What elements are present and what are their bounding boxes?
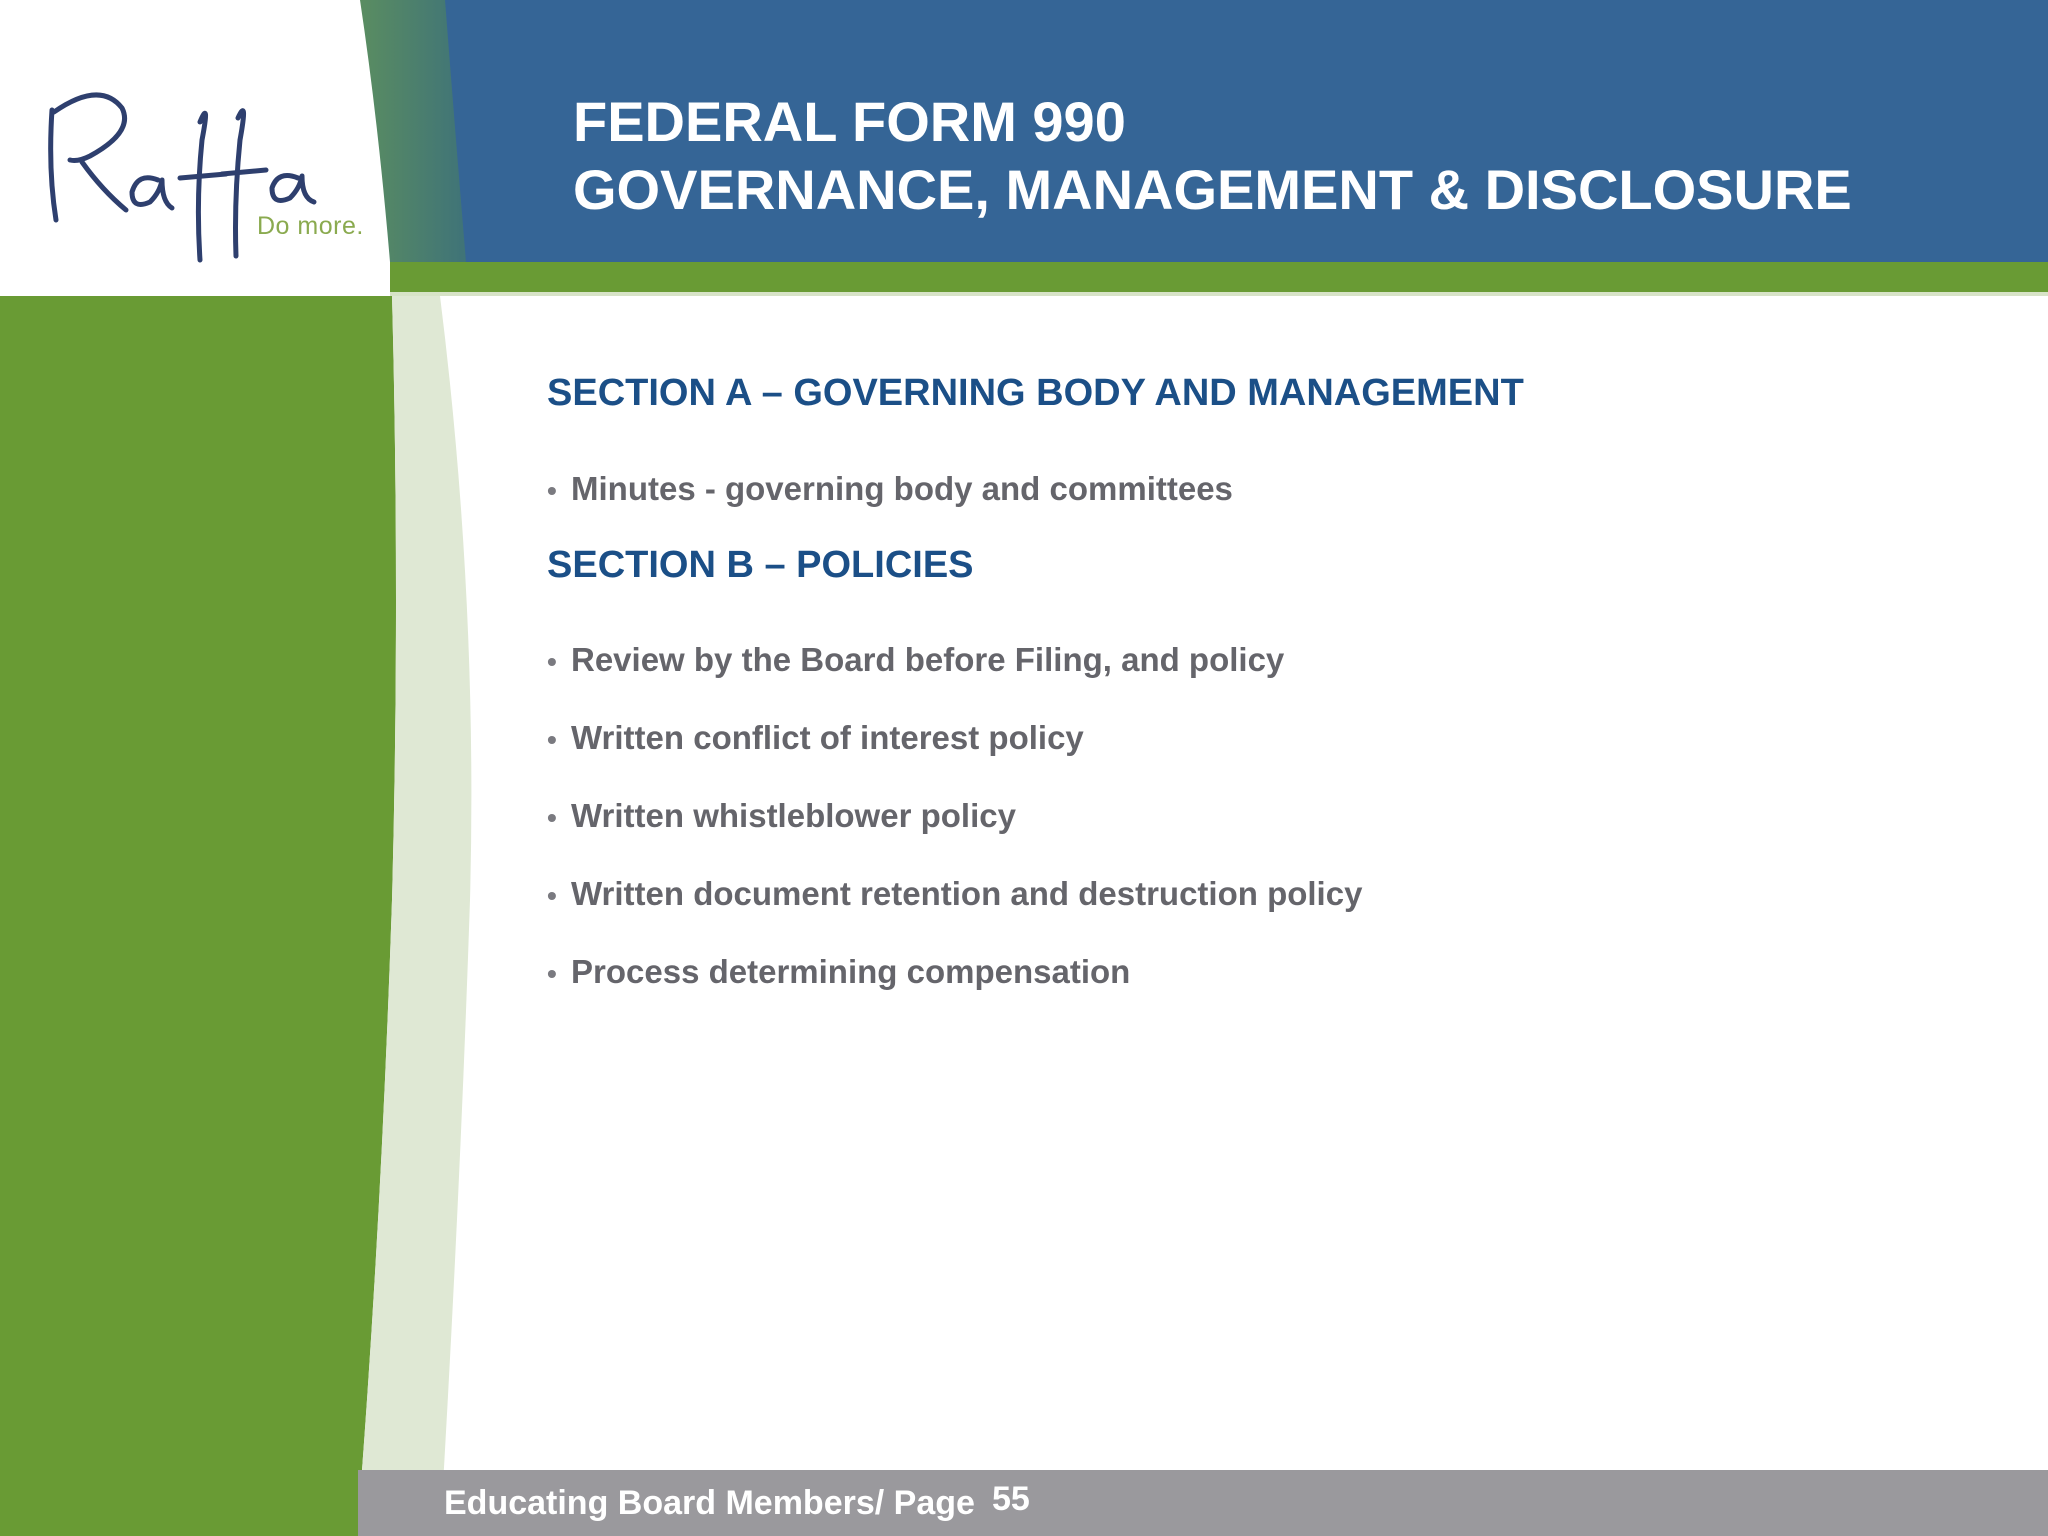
bullet-dot-icon: • bbox=[547, 646, 557, 677]
bullet-item bbox=[547, 641, 1284, 679]
bullet-dot-icon: • bbox=[547, 958, 557, 989]
bullet-item bbox=[547, 797, 1016, 835]
bullet-item bbox=[547, 470, 1233, 508]
bullet-item bbox=[547, 953, 1130, 991]
bullet-text: Minutes - governing body and committees bbox=[571, 470, 1233, 507]
bullet-text: Review by the Board before Filing, and policy bbox=[571, 641, 1285, 678]
raffa-logo bbox=[30, 60, 370, 290]
bullet-dot-icon: • bbox=[547, 880, 557, 911]
bullet-text: Process determining compensation bbox=[571, 953, 1131, 990]
bullet-text: Written whistleblower policy bbox=[571, 797, 1016, 834]
header-green-stripe bbox=[390, 262, 2048, 292]
page-number: 55 bbox=[992, 1480, 1030, 1518]
section-a-heading: SECTION A – GOVERNING BODY AND MANAGEMENT bbox=[547, 372, 1524, 414]
left-green-column bbox=[0, 296, 396, 1536]
bullet-dot-icon: • bbox=[547, 475, 557, 506]
bullet-item bbox=[547, 875, 1362, 913]
bullet-dot-icon: • bbox=[547, 802, 557, 833]
section-b-heading: SECTION B – POLICIES bbox=[547, 544, 974, 586]
footer-label: Educating Board Members/ Page bbox=[444, 1484, 975, 1522]
bullet-text: Written document retention and destruction policy bbox=[571, 875, 1363, 912]
bullet-dot-icon: • bbox=[547, 724, 557, 755]
slide-title-line-2: GOVERNANCE, MANAGEMENT & DISCLOSURE bbox=[573, 158, 1852, 221]
logo-tagline: Do more. bbox=[257, 212, 364, 240]
slide-title-line-1: FEDERAL FORM 990 bbox=[573, 90, 1126, 153]
bullet-text: Written conflict of interest policy bbox=[571, 719, 1084, 756]
slide-title bbox=[573, 88, 1852, 224]
bullet-item bbox=[547, 719, 1084, 757]
